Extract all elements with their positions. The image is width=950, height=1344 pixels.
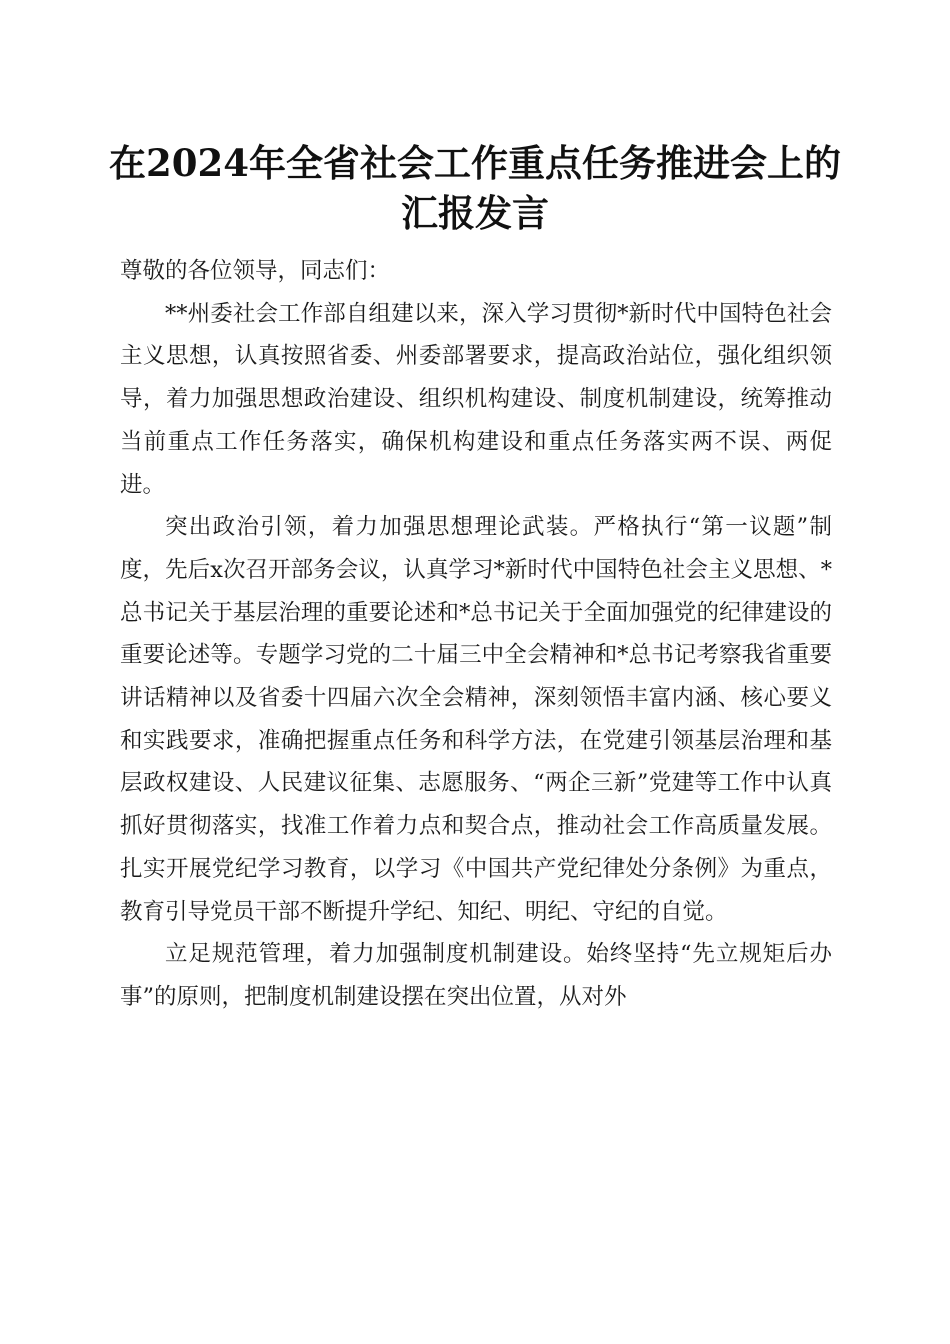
title-line-2: 汇报发言 (401, 191, 549, 235)
paragraph-intro: **州委社会工作部自组建以来，深入学习贯彻*新时代中国特色社会主义思想，认真按照省委、州委部署要求，提高政治站位，强化组织领导，着力加强思想政治建设、组织机构建设、制度机制建设，统筹推动当前重点工作任务落实，确保机构建设和重点任务落实两不误、两促进。 (120, 300, 832, 498)
salutation: 尊敬的各位领导，同志们： (120, 258, 391, 284)
paragraph-institutional-mechanism: 立足规范管理，着力加强制度机制建设。始终坚持“先立规矩后办事”的原则，把制度机制建设摆在突出位置，从对外 (120, 941, 832, 1010)
document-title (95, 138, 855, 238)
document-body (120, 250, 832, 1019)
title-line-1: 在2024年全省社会工作重点任务推进会上的 (109, 141, 841, 185)
paragraph-political-guidance: 突出政治引领，着力加强思想理论武装。严格执行“第一议题”制度，先后x次召开部务会议，认真学习*新时代中国特色社会主义思想、*总书记关于基层治理的重要论述和*总书记关于全面加强党的纪律建设的重要论述等。专题学习党的二十届三中全会精神和*总书记考察我省重要讲话精神以及省委十四届六次全会精神，深刻领悟丰富内涵、核心要义和实践要求，准确把握重点任务和科学方法，在党建引领基层治理和基层政权建设、人民建议征集、志愿服务、“两企三新”党建等工作中认真抓好贯彻落实，找准工作着力点和契合点，推动社会工作高质量发展。扎实开展党纪学习教育，以学习《中国共产党纪律处分条例》为重点，教育引导党员干部不断提升学纪、知纪、明纪、守纪的自觉。 (120, 514, 832, 925)
